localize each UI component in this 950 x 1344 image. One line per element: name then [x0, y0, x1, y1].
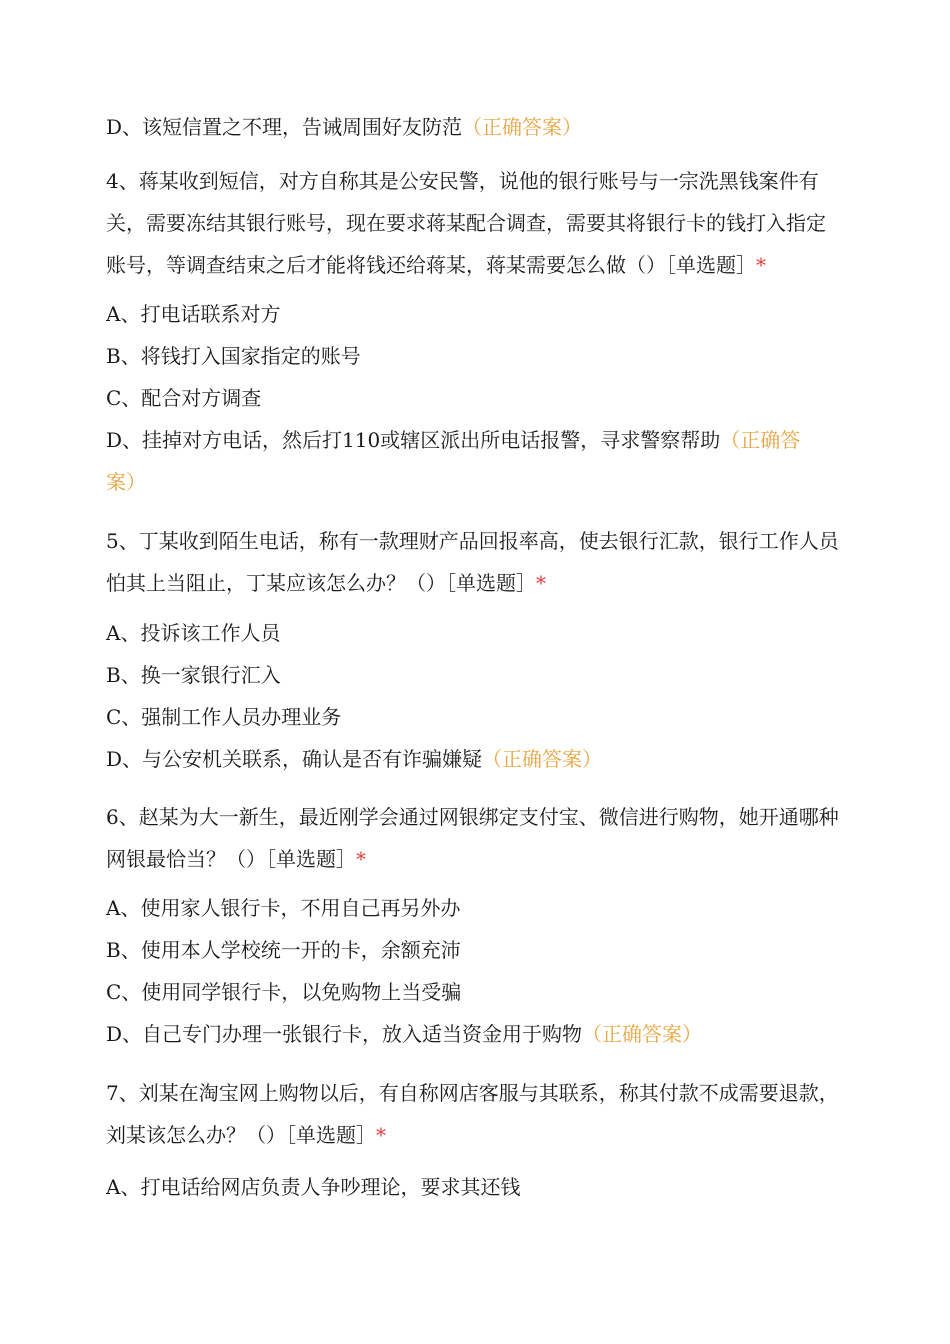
stem-text: 5、丁某收到陌生电话，称有一款理财产品回报率高，使去银行汇款，银行工作人员怕其上当阻止，丁某应该怎么办？（）［单选题］ [106, 529, 839, 595]
option-text: C、配合对方调查 [106, 386, 262, 410]
option-text: A、投诉该工作人员 [106, 621, 281, 645]
stem-text: 6、赵某为大一新生，最近刚学会通过网银绑定支付宝、微信进行购物，她开通哪种网银最恰当？（）［单选题］ [106, 805, 839, 871]
q5-option-c[interactable] [106, 696, 846, 738]
question-stem-4 [106, 160, 841, 286]
q4-option-d[interactable] [106, 419, 821, 503]
q5-option-d[interactable] [106, 738, 846, 780]
correct-answer-mark: （正确答案） [106, 428, 801, 494]
prev-option-d [106, 106, 846, 148]
q4-option-b[interactable] [106, 335, 846, 377]
option-text: A、使用家人银行卡，不用自己再另外办 [106, 896, 461, 920]
q4-option-a[interactable] [106, 293, 846, 335]
option-text: D、挂掉对方电话，然后打110或辖区派出所电话报警，寻求警察帮助 [106, 428, 721, 452]
q4-option-c[interactable] [106, 377, 846, 419]
option-text: C、使用同学银行卡，以免购物上当受骗 [106, 980, 462, 1004]
correct-answer-mark: （正确答案） [482, 747, 603, 771]
stem-text: 4、蒋某收到短信，对方自称其是公安民警，说他的银行账号与一宗洗黑钱案件有关，需要冻结其银行账号，现在要求蒋某配合调查，需要其将银行卡的钱打入指定账号，等调查结束之后才能将钱还给蒋某，蒋某需要怎么做（）［单选题］ [106, 169, 826, 277]
required-mark: * [536, 571, 546, 595]
q6-option-c[interactable] [106, 971, 846, 1013]
q5-option-a[interactable] [106, 612, 846, 654]
required-mark: * [376, 1123, 386, 1147]
q6-option-a[interactable] [106, 887, 846, 929]
option-text: D、自己专门办理一张银行卡，放入适当资金用于购物 [106, 1022, 583, 1046]
question-stem-5 [106, 520, 841, 604]
option-text: D、与公安机关联系，确认是否有诈骗嫌疑 [106, 747, 483, 771]
option-text: A、打电话联系对方 [106, 302, 281, 326]
option-text: C、强制工作人员办理业务 [106, 705, 342, 729]
correct-answer-mark: （正确答案） [582, 1022, 703, 1046]
option-text: B、将钱打入国家指定的账号 [106, 344, 361, 368]
q7-option-a[interactable] [106, 1166, 846, 1208]
q5-option-b[interactable] [106, 654, 846, 696]
q6-option-b[interactable] [106, 929, 846, 971]
q6-option-d[interactable] [106, 1013, 846, 1055]
question-stem-7 [106, 1072, 841, 1156]
required-mark: * [756, 253, 766, 277]
option-text: A、打电话给网店负责人争吵理论，要求其还钱 [106, 1175, 521, 1199]
option-text: D、该短信置之不理，告诫周围好友防范 [106, 115, 463, 139]
required-mark: * [356, 847, 366, 871]
question-stem-6 [106, 796, 841, 880]
stem-text: 7、刘某在淘宝网上购物以后，有自称网店客服与其联系，称其付款不成需要退款，刘某该怎么办？（）［单选题］ [106, 1081, 839, 1147]
option-text: B、使用本人学校统一开的卡，余额充沛 [106, 938, 461, 962]
correct-answer-mark: （正确答案） [462, 115, 583, 139]
option-text: B、换一家银行汇入 [106, 663, 281, 687]
